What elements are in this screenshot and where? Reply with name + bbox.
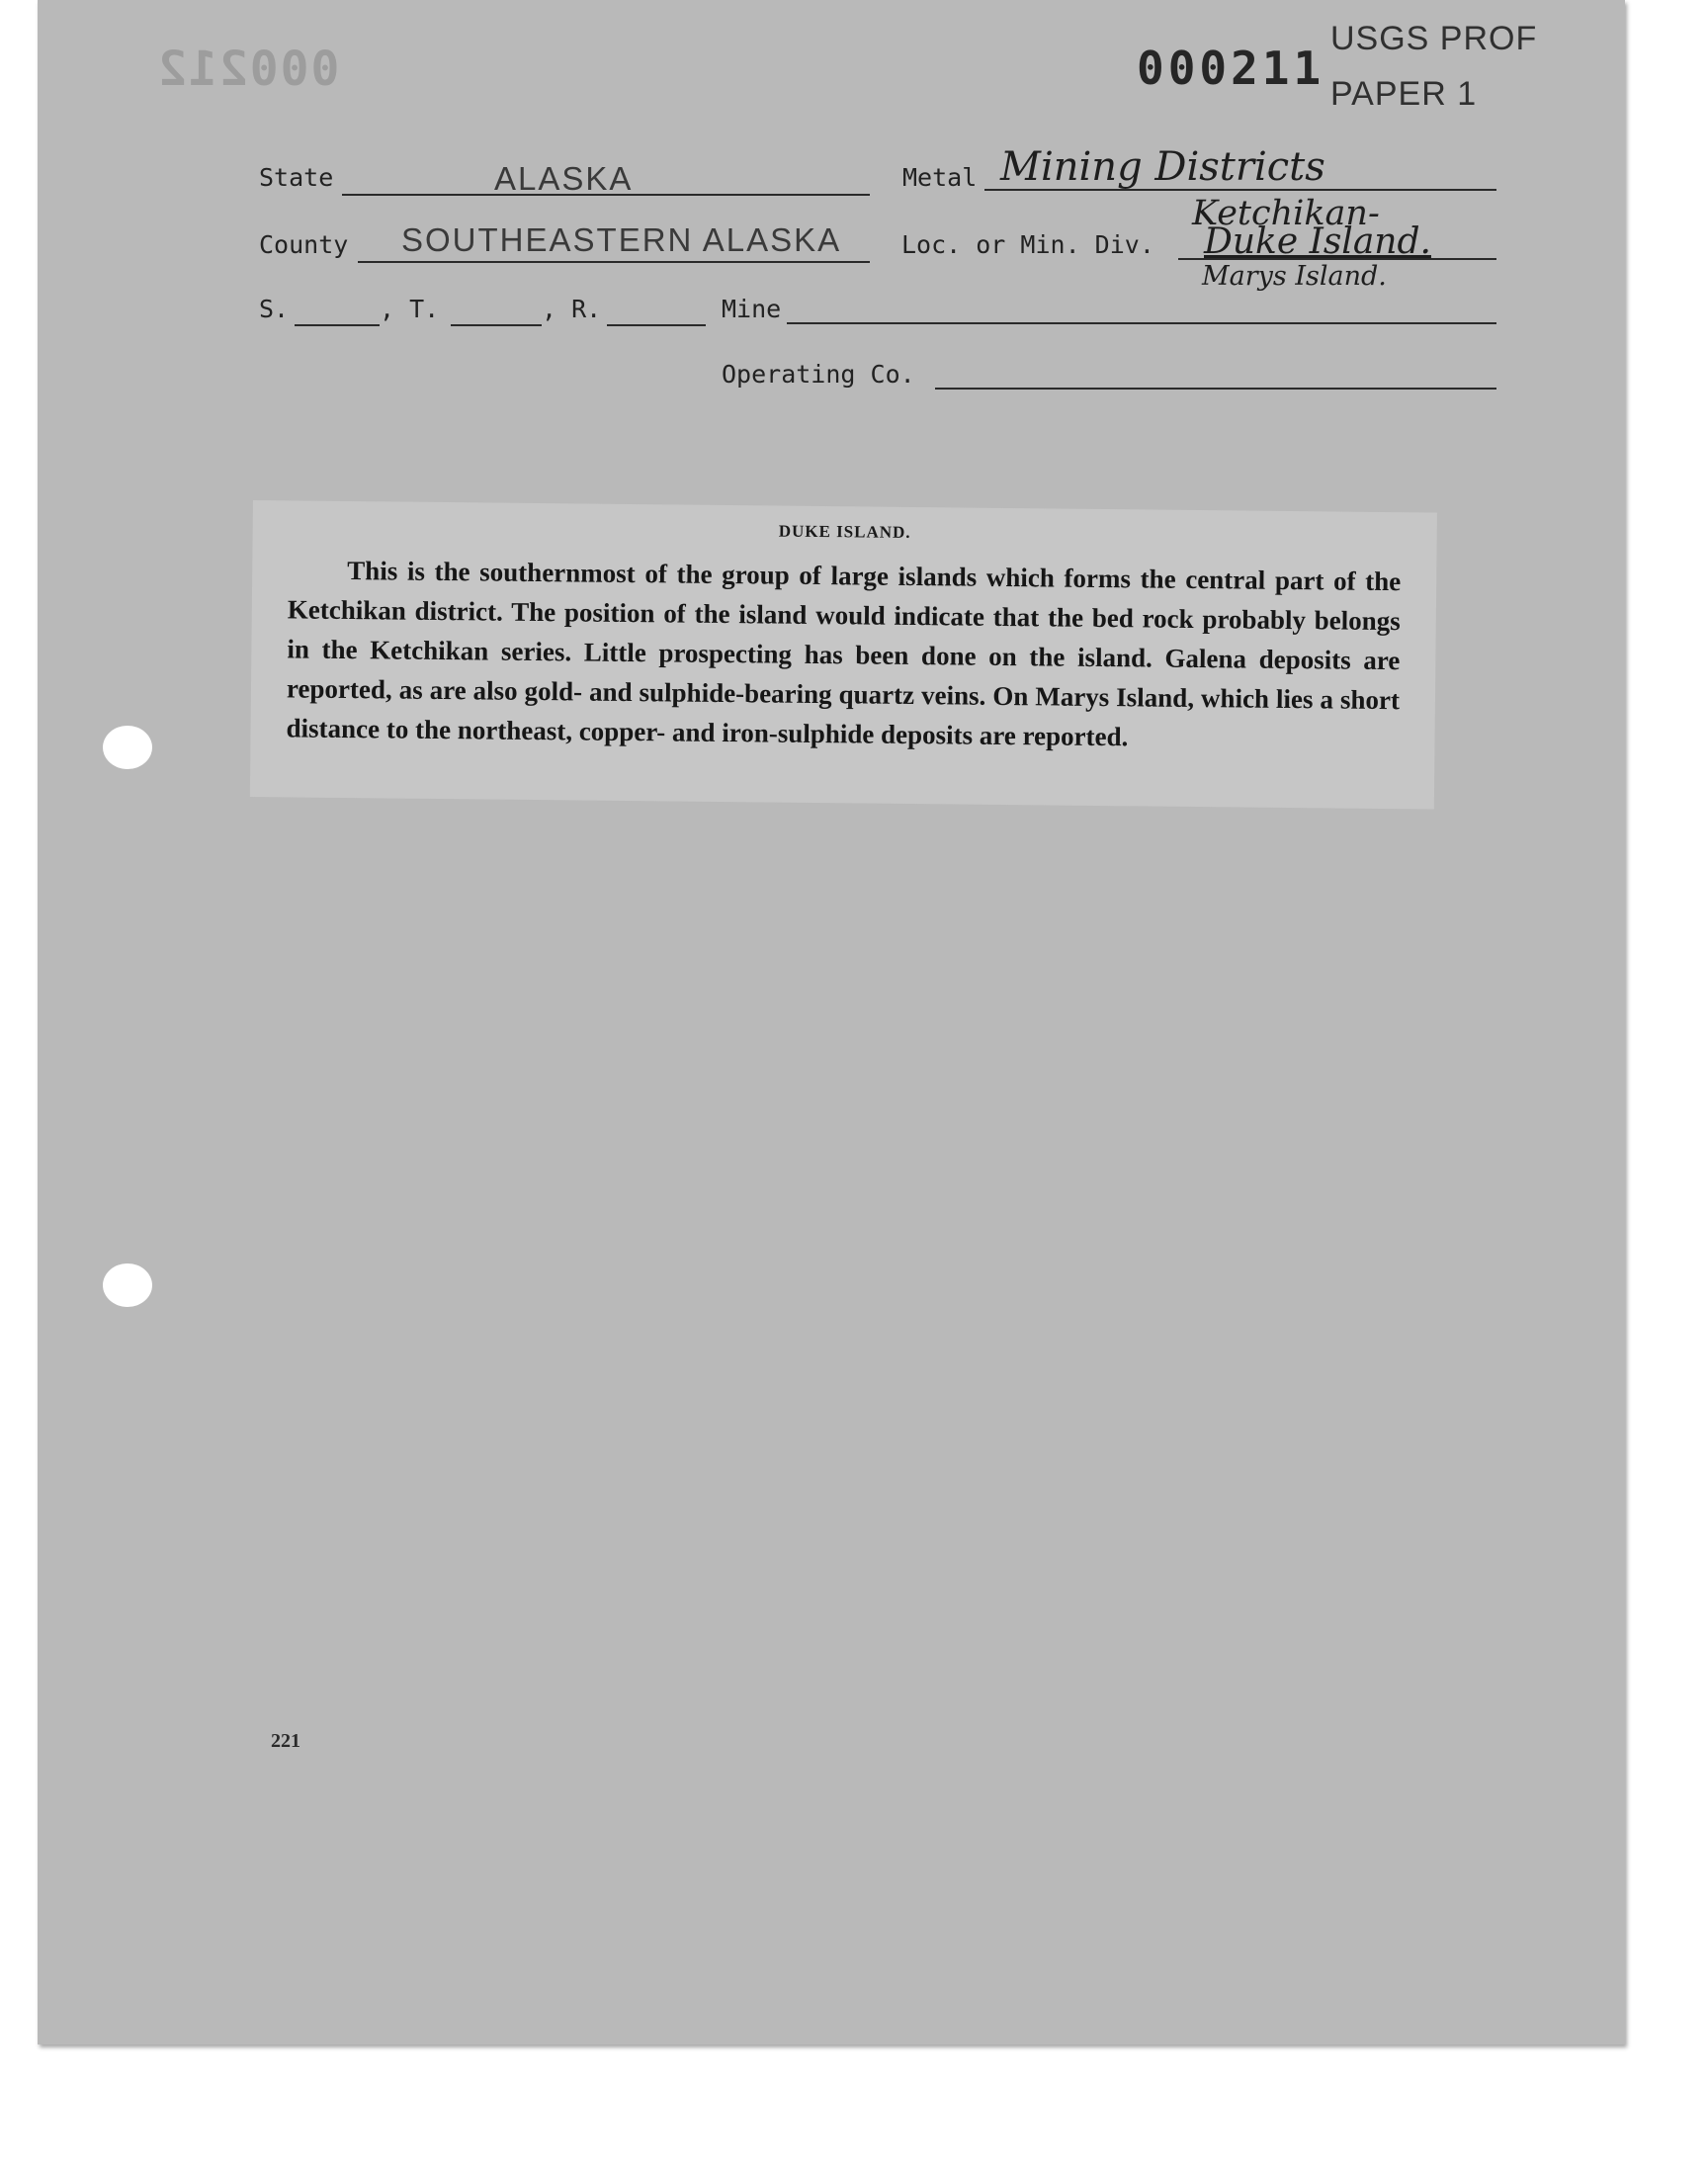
- source-stamp-line2: PAPER 1: [1330, 75, 1478, 113]
- loc-label: Loc. or Min. Div.: [901, 230, 1154, 259]
- county-label: County: [259, 230, 349, 259]
- state-label: State: [259, 163, 334, 192]
- section-line: [295, 324, 380, 326]
- punch-hole-upper: [103, 726, 152, 769]
- page-number: 221: [271, 1730, 300, 1752]
- range-label: , R.: [542, 295, 602, 323]
- county-value: SOUTHEASTERN ALASKA: [401, 221, 842, 258]
- loc-value-line3-handwritten: Marys Island.: [1202, 261, 1387, 292]
- township-line: [451, 324, 542, 326]
- mine-line: [787, 322, 1496, 324]
- pasted-text-clipping: [250, 500, 1437, 810]
- county-line: [358, 261, 870, 263]
- clipping-heading: DUKE ISLAND.: [778, 521, 911, 542]
- state-value: ALASKA: [494, 160, 634, 197]
- operating-line: [935, 388, 1496, 390]
- ghost-record-number: 000212: [156, 42, 340, 97]
- loc-value-line2-handwritten: Duke Island.: [1204, 221, 1431, 262]
- township-label: , T.: [380, 295, 440, 323]
- mine-label: Mine: [722, 295, 782, 323]
- record-number-stamp: 000211: [1137, 42, 1325, 95]
- range-line: [607, 324, 706, 326]
- metal-value-handwritten: Mining Districts: [1000, 144, 1325, 190]
- metal-label: Metal: [902, 163, 978, 192]
- operating-label: Operating Co.: [722, 360, 915, 389]
- source-stamp-line1: USGS PROF: [1330, 20, 1538, 57]
- loc-value-line1-handwritten: Ketchikan-: [1192, 194, 1380, 233]
- punch-hole-lower: [103, 1263, 152, 1307]
- clipping-body: This is the southernmost of the group of large islands which forms the central part of the Ketchikan district. The position of the island would indicate that the bed rock probably belongs in the Ketchikan series. Little prospecting has been done on the island. Galena deposits are reported, as are also gold- and sulphide-bearing quartz veins. On Marys Island, which lies a short distance to the northeast, copper- and iron-sulphide deposits are reported.: [286, 556, 1402, 752]
- section-label: S.: [259, 295, 290, 323]
